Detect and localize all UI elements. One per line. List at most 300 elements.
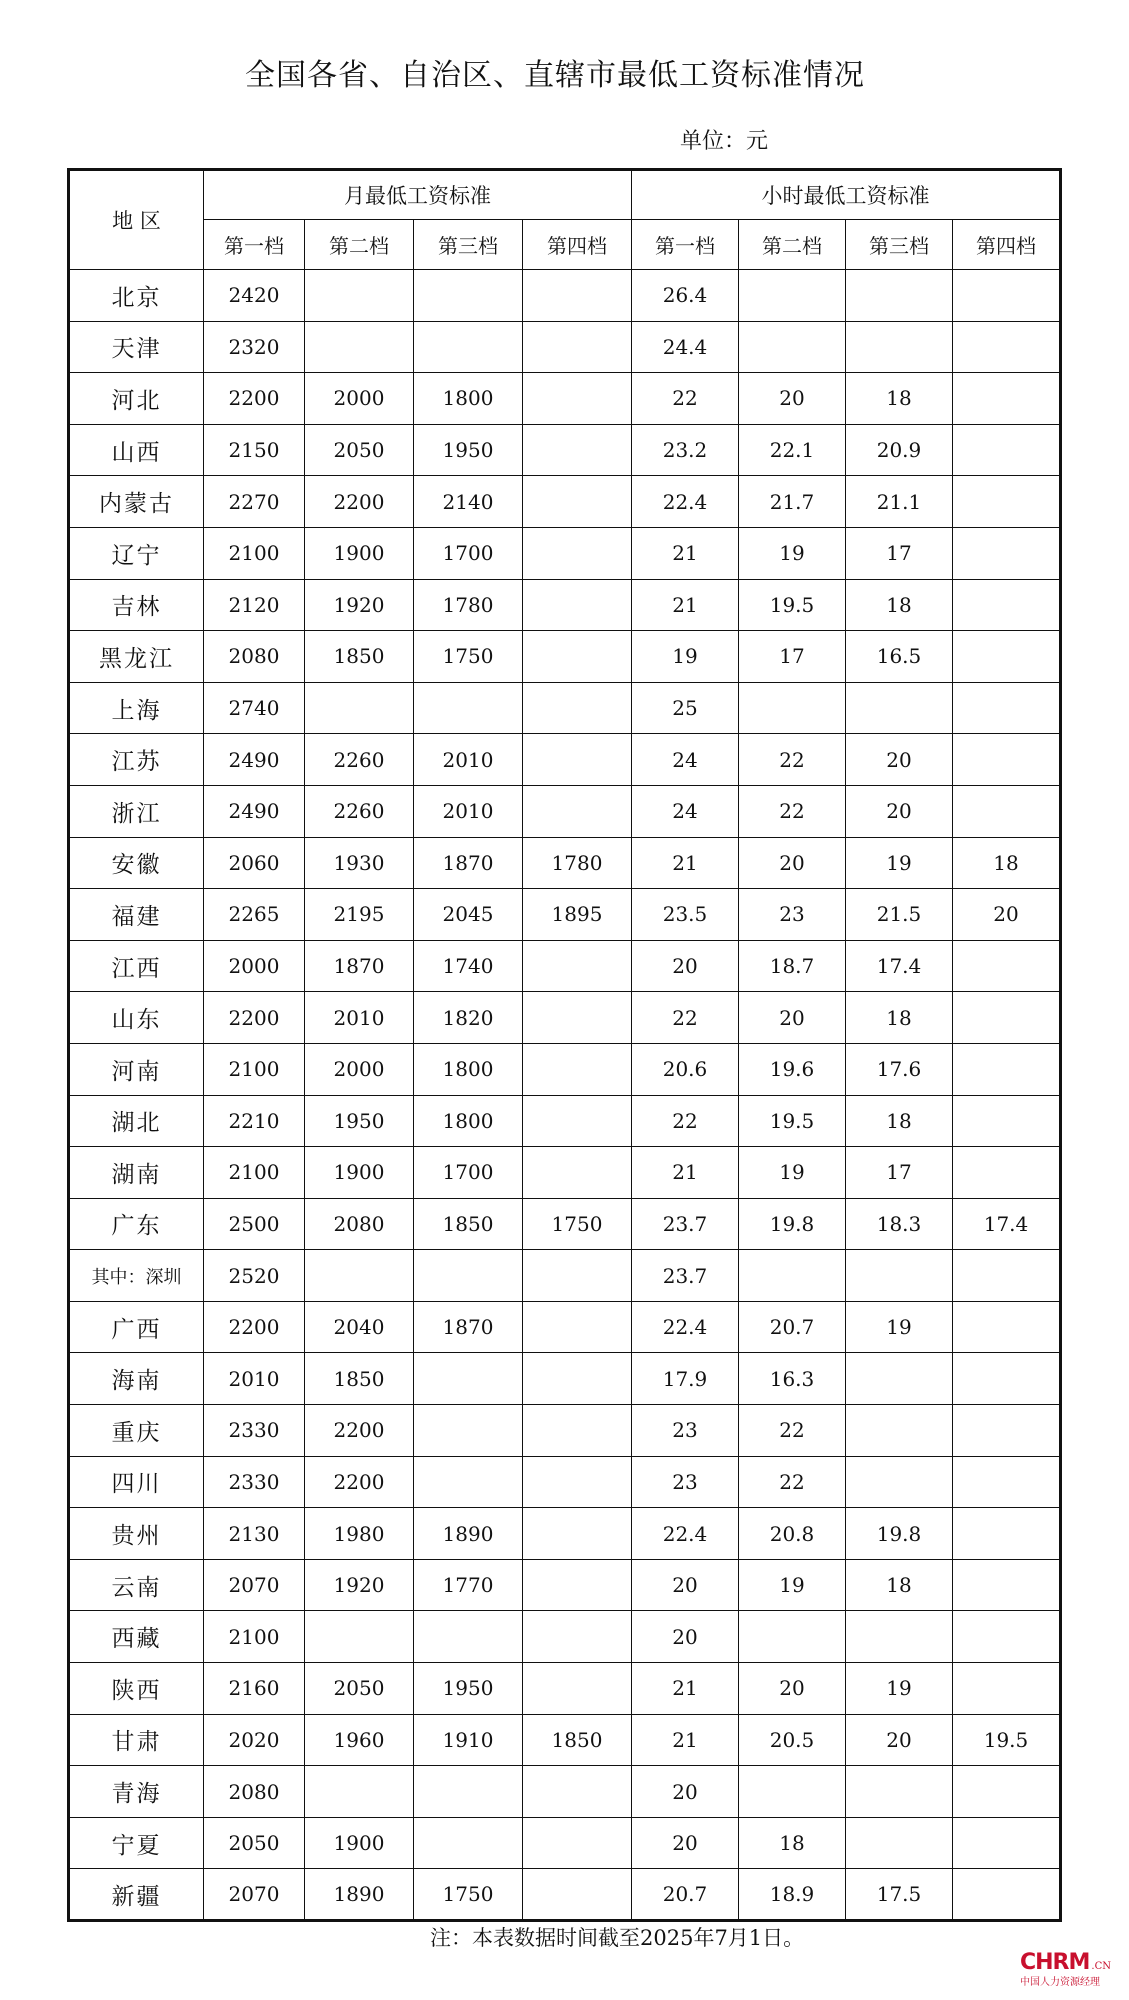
hourly-tier-3-cell <box>846 321 953 373</box>
monthly-tier-3-cell: 1780 <box>414 579 523 631</box>
monthly-tier-1-cell: 2100 <box>204 527 305 579</box>
monthly-tier-3-cell <box>414 1250 523 1302</box>
monthly-tier-3-cell <box>414 1353 523 1405</box>
monthly-tier-4-cell <box>523 270 632 322</box>
monthly-tier-1-cell: 2010 <box>204 1353 305 1405</box>
hourly-tier-1-cell: 21 <box>632 527 739 579</box>
monthly-tier-2-cell: 2050 <box>305 1663 414 1715</box>
table-row <box>69 734 1061 786</box>
hourly-tier-3-cell: 19 <box>846 1301 953 1353</box>
hourly-tier-4-cell <box>953 992 1061 1044</box>
monthly-tier-2-cell: 1900 <box>305 527 414 579</box>
region-cell: 上海 <box>69 682 204 734</box>
monthly-tier-2-cell <box>305 1250 414 1302</box>
hourly-tier-3-cell: 17.4 <box>846 940 953 992</box>
region-cell: 天津 <box>69 321 204 373</box>
monthly-tier-2-cell <box>305 1611 414 1663</box>
region-cell: 西藏 <box>69 1611 204 1663</box>
table-row <box>69 527 1061 579</box>
hourly-tier-1-cell: 26.4 <box>632 270 739 322</box>
hourly-tier-2-cell: 22 <box>739 1456 846 1508</box>
monthly-tier-4-cell <box>523 1766 632 1818</box>
monthly-tier-4-cell <box>523 424 632 476</box>
monthly-tier-4-cell <box>523 1869 632 1921</box>
monthly-tier-2-cell: 2195 <box>305 889 414 941</box>
monthly-tier-1-cell: 2490 <box>204 734 305 786</box>
hourly-tier-4-cell <box>953 1095 1061 1147</box>
monthly-tier-1-cell: 2120 <box>204 579 305 631</box>
monthly-tier-4-cell: 1780 <box>523 837 632 889</box>
hourly-tier-4-cell <box>953 579 1061 631</box>
hourly-tier-1-cell: 24 <box>632 734 739 786</box>
chrm-logo <box>1020 1950 1128 1988</box>
hourly-tier-3-cell: 19.8 <box>846 1508 953 1560</box>
table-row <box>69 476 1061 528</box>
hourly-tier-2-cell: 19.8 <box>739 1198 846 1250</box>
hourly-tier-1-cell: 20.7 <box>632 1869 739 1921</box>
hourly-tier-4-cell <box>953 1508 1061 1560</box>
monthly-tier-2-cell: 1960 <box>305 1714 414 1766</box>
region-cell: 贵州 <box>69 1508 204 1560</box>
monthly-tier-4-cell <box>523 373 632 425</box>
monthly-tier-3-cell: 1890 <box>414 1508 523 1560</box>
hourly-tier-1-cell: 20 <box>632 1559 739 1611</box>
monthly-tier-2-cell: 1890 <box>305 1869 414 1921</box>
monthly-tier-3-cell: 1950 <box>414 1663 523 1715</box>
table-row <box>69 1353 1061 1405</box>
monthly-tier-2-cell: 1950 <box>305 1095 414 1147</box>
hourly-tier-1-cell: 17.9 <box>632 1353 739 1405</box>
hourly-tier-3-cell: 17 <box>846 1147 953 1199</box>
hourly-tier-2-cell: 23 <box>739 889 846 941</box>
monthly-tier-1-cell: 2100 <box>204 1043 305 1095</box>
monthly-tier-4-cell: 1750 <box>523 1198 632 1250</box>
hourly-tier-4-cell <box>953 1559 1061 1611</box>
region-cell: 广西 <box>69 1301 204 1353</box>
monthly-tier-3-cell: 2045 <box>414 889 523 941</box>
hourly-tier-3-cell: 20 <box>846 734 953 786</box>
hourly-tier-1-cell: 22.4 <box>632 476 739 528</box>
table-row <box>69 1043 1061 1095</box>
table-row <box>69 1714 1061 1766</box>
hourly-tier-4-cell <box>953 1456 1061 1508</box>
table-row <box>69 1250 1061 1302</box>
monthly-tier-3-cell <box>414 1405 523 1457</box>
hourly-tier-2-cell: 20.7 <box>739 1301 846 1353</box>
monthly-tier-2-cell: 1980 <box>305 1508 414 1560</box>
header-hourly-tier-2: 第二档 <box>739 220 846 270</box>
monthly-tier-1-cell: 2050 <box>204 1817 305 1869</box>
hourly-tier-1-cell: 22 <box>632 992 739 1044</box>
table-row <box>69 424 1061 476</box>
monthly-tier-1-cell: 2100 <box>204 1147 305 1199</box>
hourly-tier-2-cell <box>739 321 846 373</box>
hourly-tier-2-cell: 18.9 <box>739 1869 846 1921</box>
monthly-tier-1-cell: 2200 <box>204 992 305 1044</box>
wage-table <box>67 168 1062 1922</box>
monthly-tier-3-cell: 1770 <box>414 1559 523 1611</box>
monthly-tier-3-cell: 1820 <box>414 992 523 1044</box>
monthly-tier-2-cell <box>305 321 414 373</box>
hourly-tier-4-cell <box>953 785 1061 837</box>
monthly-tier-2-cell: 2200 <box>305 1405 414 1457</box>
hourly-tier-2-cell: 19.5 <box>739 579 846 631</box>
region-cell: 江西 <box>69 940 204 992</box>
hourly-tier-2-cell: 22 <box>739 1405 846 1457</box>
monthly-tier-2-cell: 2260 <box>305 734 414 786</box>
hourly-tier-4-cell <box>953 270 1061 322</box>
hourly-tier-4-cell <box>953 1663 1061 1715</box>
region-cell: 福建 <box>69 889 204 941</box>
header-region: 地 区 <box>69 170 204 270</box>
hourly-tier-4-cell <box>953 1147 1061 1199</box>
monthly-tier-2-cell: 1900 <box>305 1817 414 1869</box>
region-cell: 青海 <box>69 1766 204 1818</box>
hourly-tier-4-cell <box>953 1250 1061 1302</box>
monthly-tier-1-cell: 2020 <box>204 1714 305 1766</box>
table-row <box>69 1095 1061 1147</box>
monthly-tier-2-cell: 1930 <box>305 837 414 889</box>
table-row <box>69 1817 1061 1869</box>
monthly-tier-1-cell: 2270 <box>204 476 305 528</box>
monthly-tier-1-cell: 2320 <box>204 321 305 373</box>
header-monthly: 月最低工资标准 <box>204 170 632 220</box>
monthly-tier-2-cell: 2080 <box>305 1198 414 1250</box>
monthly-tier-1-cell: 2420 <box>204 270 305 322</box>
hourly-tier-3-cell: 16.5 <box>846 631 953 683</box>
table-row <box>69 1147 1061 1199</box>
hourly-tier-2-cell: 19 <box>739 1559 846 1611</box>
monthly-tier-4-cell <box>523 1559 632 1611</box>
region-cell: 其中：深圳 <box>69 1250 204 1302</box>
region-cell: 山西 <box>69 424 204 476</box>
monthly-tier-2-cell: 1850 <box>305 1353 414 1405</box>
hourly-tier-2-cell <box>739 1250 846 1302</box>
hourly-tier-2-cell: 21.7 <box>739 476 846 528</box>
monthly-tier-1-cell: 2130 <box>204 1508 305 1560</box>
monthly-tier-4-cell <box>523 1353 632 1405</box>
monthly-tier-4-cell: 1850 <box>523 1714 632 1766</box>
monthly-tier-4-cell <box>523 682 632 734</box>
header-hourly-tier-4: 第四档 <box>953 220 1061 270</box>
monthly-tier-2-cell: 2040 <box>305 1301 414 1353</box>
hourly-tier-2-cell <box>739 270 846 322</box>
region-cell: 江苏 <box>69 734 204 786</box>
monthly-tier-1-cell: 2160 <box>204 1663 305 1715</box>
monthly-tier-1-cell: 2740 <box>204 682 305 734</box>
logo-subtitle: 中国人力资源经理 <box>1020 1977 1100 1988</box>
hourly-tier-3-cell: 20 <box>846 785 953 837</box>
region-cell: 湖南 <box>69 1147 204 1199</box>
monthly-tier-4-cell <box>523 992 632 1044</box>
hourly-tier-2-cell: 20 <box>739 1663 846 1715</box>
header-monthly-tier-4: 第四档 <box>523 220 632 270</box>
region-cell: 吉林 <box>69 579 204 631</box>
hourly-tier-1-cell: 22.4 <box>632 1301 739 1353</box>
monthly-tier-4-cell <box>523 940 632 992</box>
region-cell: 陕西 <box>69 1663 204 1715</box>
hourly-tier-1-cell: 20 <box>632 1817 739 1869</box>
hourly-tier-3-cell: 20.9 <box>846 424 953 476</box>
monthly-tier-3-cell: 1800 <box>414 373 523 425</box>
hourly-tier-1-cell: 20 <box>632 1611 739 1663</box>
header-monthly-tier-2: 第二档 <box>305 220 414 270</box>
monthly-tier-3-cell: 1750 <box>414 1869 523 1921</box>
footnote: 注：本表数据时间截至2025年7月1日。 <box>430 1926 805 1950</box>
monthly-tier-4-cell <box>523 1611 632 1663</box>
hourly-tier-1-cell: 19 <box>632 631 739 683</box>
region-cell: 山东 <box>69 992 204 1044</box>
monthly-tier-1-cell: 2490 <box>204 785 305 837</box>
monthly-tier-2-cell <box>305 1766 414 1818</box>
hourly-tier-3-cell: 19 <box>846 1663 953 1715</box>
monthly-tier-1-cell: 2080 <box>204 631 305 683</box>
header-monthly-tier-1: 第一档 <box>204 220 305 270</box>
monthly-tier-4-cell <box>523 631 632 683</box>
hourly-tier-2-cell: 19.5 <box>739 1095 846 1147</box>
monthly-tier-4-cell <box>523 527 632 579</box>
monthly-tier-3-cell <box>414 1456 523 1508</box>
monthly-tier-2-cell: 2200 <box>305 476 414 528</box>
hourly-tier-2-cell: 16.3 <box>739 1353 846 1405</box>
monthly-tier-3-cell: 1700 <box>414 527 523 579</box>
monthly-tier-4-cell <box>523 321 632 373</box>
table-row <box>69 631 1061 683</box>
hourly-tier-3-cell <box>846 1353 953 1405</box>
monthly-tier-2-cell: 1870 <box>305 940 414 992</box>
monthly-tier-4-cell <box>523 1405 632 1457</box>
hourly-tier-2-cell: 17 <box>739 631 846 683</box>
region-cell: 广东 <box>69 1198 204 1250</box>
hourly-tier-2-cell: 19 <box>739 527 846 579</box>
hourly-tier-2-cell <box>739 1611 846 1663</box>
region-cell: 宁夏 <box>69 1817 204 1869</box>
monthly-tier-1-cell: 2330 <box>204 1456 305 1508</box>
table-row <box>69 373 1061 425</box>
hourly-tier-2-cell <box>739 682 846 734</box>
monthly-tier-2-cell: 1920 <box>305 1559 414 1611</box>
monthly-tier-4-cell <box>523 1301 632 1353</box>
region-cell: 海南 <box>69 1353 204 1405</box>
region-cell: 重庆 <box>69 1405 204 1457</box>
monthly-tier-2-cell: 2010 <box>305 992 414 1044</box>
hourly-tier-3-cell: 18.3 <box>846 1198 953 1250</box>
region-cell: 甘肃 <box>69 1714 204 1766</box>
monthly-tier-2-cell <box>305 682 414 734</box>
header-hourly-tier-1: 第一档 <box>632 220 739 270</box>
monthly-tier-2-cell: 1900 <box>305 1147 414 1199</box>
monthly-tier-3-cell <box>414 270 523 322</box>
hourly-tier-3-cell: 21.1 <box>846 476 953 528</box>
hourly-tier-3-cell <box>846 1817 953 1869</box>
hourly-tier-1-cell: 23.2 <box>632 424 739 476</box>
hourly-tier-1-cell: 20.6 <box>632 1043 739 1095</box>
table-row <box>69 889 1061 941</box>
hourly-tier-3-cell: 18 <box>846 373 953 425</box>
hourly-tier-4-cell <box>953 940 1061 992</box>
hourly-tier-1-cell: 23.7 <box>632 1198 739 1250</box>
hourly-tier-4-cell: 18 <box>953 837 1061 889</box>
table-row <box>69 1405 1061 1457</box>
logo-main-text: CHRM <box>1020 1950 1090 1975</box>
hourly-tier-1-cell: 20 <box>632 1766 739 1818</box>
monthly-tier-2-cell: 1920 <box>305 579 414 631</box>
hourly-tier-2-cell <box>739 1766 846 1818</box>
monthly-tier-1-cell: 2000 <box>204 940 305 992</box>
hourly-tier-2-cell: 18 <box>739 1817 846 1869</box>
monthly-tier-2-cell <box>305 270 414 322</box>
hourly-tier-3-cell <box>846 1611 953 1663</box>
hourly-tier-4-cell <box>953 1405 1061 1457</box>
table-row <box>69 837 1061 889</box>
monthly-tier-3-cell: 1870 <box>414 837 523 889</box>
monthly-tier-1-cell: 2070 <box>204 1559 305 1611</box>
hourly-tier-3-cell <box>846 1405 953 1457</box>
hourly-tier-1-cell: 21 <box>632 1663 739 1715</box>
monthly-tier-1-cell: 2265 <box>204 889 305 941</box>
table-row <box>69 1456 1061 1508</box>
table-row <box>69 785 1061 837</box>
monthly-tier-4-cell <box>523 1095 632 1147</box>
monthly-tier-3-cell: 1740 <box>414 940 523 992</box>
region-cell: 湖北 <box>69 1095 204 1147</box>
hourly-tier-2-cell: 22.1 <box>739 424 846 476</box>
table-row <box>69 682 1061 734</box>
table-row <box>69 940 1061 992</box>
hourly-tier-3-cell <box>846 1766 953 1818</box>
hourly-tier-3-cell: 18 <box>846 992 953 1044</box>
hourly-tier-4-cell <box>953 1353 1061 1405</box>
monthly-tier-1-cell: 2070 <box>204 1869 305 1921</box>
header-hourly: 小时最低工资标准 <box>632 170 1061 220</box>
hourly-tier-1-cell: 22.4 <box>632 1508 739 1560</box>
monthly-tier-1-cell: 2060 <box>204 837 305 889</box>
monthly-tier-3-cell: 2140 <box>414 476 523 528</box>
monthly-tier-2-cell: 2200 <box>305 1456 414 1508</box>
hourly-tier-2-cell: 20 <box>739 992 846 1044</box>
monthly-tier-2-cell: 2260 <box>305 785 414 837</box>
region-cell: 新疆 <box>69 1869 204 1921</box>
table-row <box>69 579 1061 631</box>
monthly-tier-3-cell: 1800 <box>414 1095 523 1147</box>
header-hourly-tier-3: 第三档 <box>846 220 953 270</box>
monthly-tier-3-cell <box>414 321 523 373</box>
table-row <box>69 1869 1061 1921</box>
monthly-tier-3-cell <box>414 1766 523 1818</box>
table-row <box>69 992 1061 1044</box>
monthly-tier-1-cell: 2080 <box>204 1766 305 1818</box>
hourly-tier-4-cell <box>953 1766 1061 1818</box>
hourly-tier-1-cell: 21 <box>632 837 739 889</box>
monthly-tier-4-cell <box>523 579 632 631</box>
hourly-tier-1-cell: 21 <box>632 1714 739 1766</box>
hourly-tier-2-cell: 22 <box>739 785 846 837</box>
hourly-tier-4-cell <box>953 1611 1061 1663</box>
monthly-tier-2-cell: 2050 <box>305 424 414 476</box>
hourly-tier-3-cell <box>846 1456 953 1508</box>
hourly-tier-3-cell: 17 <box>846 527 953 579</box>
monthly-tier-4-cell <box>523 1147 632 1199</box>
hourly-tier-4-cell: 17.4 <box>953 1198 1061 1250</box>
hourly-tier-2-cell: 20.8 <box>739 1508 846 1560</box>
region-cell: 河北 <box>69 373 204 425</box>
hourly-tier-1-cell: 25 <box>632 682 739 734</box>
table-row <box>69 1766 1061 1818</box>
monthly-tier-3-cell: 2010 <box>414 785 523 837</box>
hourly-tier-1-cell: 23 <box>632 1456 739 1508</box>
hourly-tier-3-cell: 21.5 <box>846 889 953 941</box>
region-cell: 北京 <box>69 270 204 322</box>
region-cell: 辽宁 <box>69 527 204 579</box>
monthly-tier-4-cell <box>523 1043 632 1095</box>
hourly-tier-3-cell <box>846 682 953 734</box>
monthly-tier-3-cell <box>414 1611 523 1663</box>
hourly-tier-1-cell: 22 <box>632 373 739 425</box>
monthly-tier-3-cell: 1870 <box>414 1301 523 1353</box>
hourly-tier-4-cell <box>953 1301 1061 1353</box>
header-monthly-tier-3: 第三档 <box>414 220 523 270</box>
hourly-tier-3-cell: 19 <box>846 837 953 889</box>
table-row <box>69 1611 1061 1663</box>
logo-domain-suffix: .CN <box>1091 1961 1111 1972</box>
region-cell: 四川 <box>69 1456 204 1508</box>
monthly-tier-4-cell: 1895 <box>523 889 632 941</box>
hourly-tier-3-cell: 18 <box>846 1095 953 1147</box>
region-cell: 河南 <box>69 1043 204 1095</box>
table-row <box>69 1508 1061 1560</box>
hourly-tier-2-cell: 18.7 <box>739 940 846 992</box>
monthly-tier-3-cell: 1910 <box>414 1714 523 1766</box>
hourly-tier-4-cell <box>953 373 1061 425</box>
monthly-tier-2-cell: 2000 <box>305 1043 414 1095</box>
hourly-tier-1-cell: 23 <box>632 1405 739 1457</box>
hourly-tier-2-cell: 20 <box>739 373 846 425</box>
region-cell: 黑龙江 <box>69 631 204 683</box>
monthly-tier-3-cell <box>414 682 523 734</box>
monthly-tier-3-cell: 1850 <box>414 1198 523 1250</box>
region-cell: 浙江 <box>69 785 204 837</box>
table-row <box>69 1663 1061 1715</box>
monthly-tier-1-cell: 2200 <box>204 373 305 425</box>
monthly-tier-1-cell: 2100 <box>204 1611 305 1663</box>
monthly-tier-1-cell: 2520 <box>204 1250 305 1302</box>
hourly-tier-4-cell <box>953 1869 1061 1921</box>
monthly-tier-2-cell: 1850 <box>305 631 414 683</box>
region-cell: 安徽 <box>69 837 204 889</box>
hourly-tier-4-cell <box>953 476 1061 528</box>
monthly-tier-4-cell <box>523 785 632 837</box>
region-cell: 内蒙古 <box>69 476 204 528</box>
monthly-tier-2-cell: 2000 <box>305 373 414 425</box>
hourly-tier-2-cell: 19 <box>739 1147 846 1199</box>
monthly-tier-3-cell: 1700 <box>414 1147 523 1199</box>
page-title: 全国各省、自治区、直辖市最低工资标准情况 <box>245 58 865 93</box>
monthly-tier-3-cell: 2010 <box>414 734 523 786</box>
monthly-tier-1-cell: 2150 <box>204 424 305 476</box>
table-row <box>69 1559 1061 1611</box>
hourly-tier-4-cell <box>953 321 1061 373</box>
hourly-tier-1-cell: 20 <box>632 940 739 992</box>
hourly-tier-1-cell: 23.5 <box>632 889 739 941</box>
monthly-tier-4-cell <box>523 1508 632 1560</box>
table-row <box>69 270 1061 322</box>
hourly-tier-1-cell: 23.7 <box>632 1250 739 1302</box>
table-row <box>69 1198 1061 1250</box>
monthly-tier-4-cell <box>523 1663 632 1715</box>
table-row <box>69 321 1061 373</box>
monthly-tier-3-cell: 1750 <box>414 631 523 683</box>
hourly-tier-4-cell <box>953 734 1061 786</box>
